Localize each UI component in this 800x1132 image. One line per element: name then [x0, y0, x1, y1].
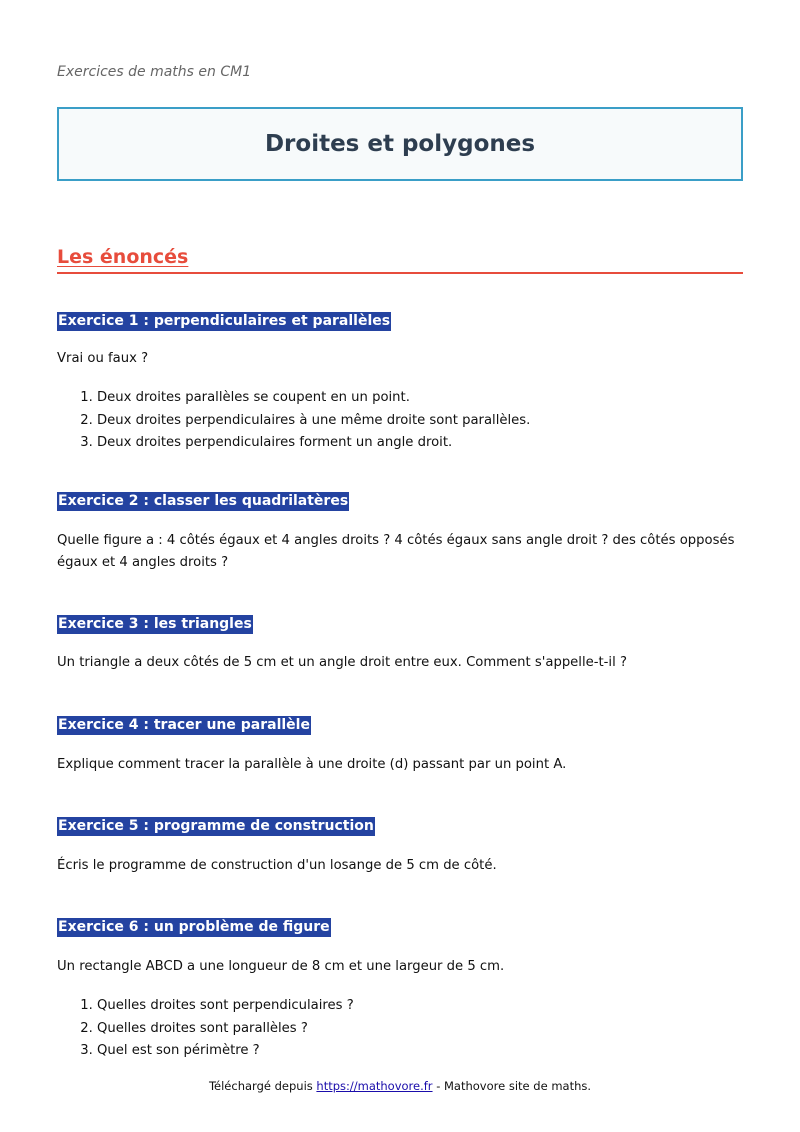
footer-link[interactable]: https://mathovore.fr [316, 1079, 433, 1093]
title-box [57, 107, 743, 181]
exercise-5-title: Exercice 5 : programme de construction [58, 818, 374, 834]
document-title: Droites et polygones [264, 131, 536, 157]
list-item: 2. Deux droites perpendiculaires à une même droite sont parallèles. [97, 410, 530, 433]
exercise-6-list [57, 995, 354, 1063]
exercise-2-title: Exercice 2 : classer les quadrilatères [58, 493, 349, 509]
exercise-1-list [57, 387, 530, 455]
list-item: 3. Deux droites perpendiculaires forment un angle droit. [97, 432, 530, 455]
exercise-6-title: Exercice 6 : un problème de figure [58, 919, 330, 935]
exercise-3-text: Un triangle a deux côtés de 5 cm et un angle droit entre eux. Comment s'appelle-t-il ? [57, 655, 627, 670]
exercise-6-text: Un rectangle ABCD a une longueur de 8 cm et une largeur de 5 cm. [57, 959, 505, 974]
list-item: 1. Deux droites parallèles se coupent en un point. [97, 387, 530, 410]
section-heading-text: Les énoncés [57, 246, 189, 268]
section-heading [57, 246, 743, 274]
exercise-5-text: Écris le programme de construction d'un losange de 5 cm de côté. [57, 858, 497, 873]
footer-prefix: Téléchargé depuis [208, 1079, 317, 1093]
page-footer [0, 1079, 800, 1093]
exercise-2-text: Quelle figure a : 4 côtés égaux et 4 angles droits ? 4 côtés égaux sans angle droit ? des côtés opposés égaux et 4 angles droits ? [57, 533, 735, 570]
exercise-1-text: Vrai ou faux ? [57, 351, 149, 366]
exercise-4-text: Explique comment tracer la parallèle à une droite (d) passant par un point A. [57, 757, 567, 772]
list-item: 1. Quelles droites sont perpendiculaires ? [97, 995, 354, 1018]
list-item: 2. Quelles droites sont parallèles ? [97, 1018, 354, 1041]
list-item: 3. Quel est son périmètre ? [97, 1040, 354, 1063]
footer-suffix: - Mathovore site de maths. [432, 1079, 592, 1093]
exercise-1-title: Exercice 1 : perpendiculaires et parallèles [58, 313, 391, 329]
exercise-3-title: Exercice 3 : les triangles [58, 616, 252, 632]
exercise-4-title: Exercice 4 : tracer une parallèle [58, 717, 310, 733]
document-subtitle: Exercices de maths en CM1 [57, 64, 252, 80]
